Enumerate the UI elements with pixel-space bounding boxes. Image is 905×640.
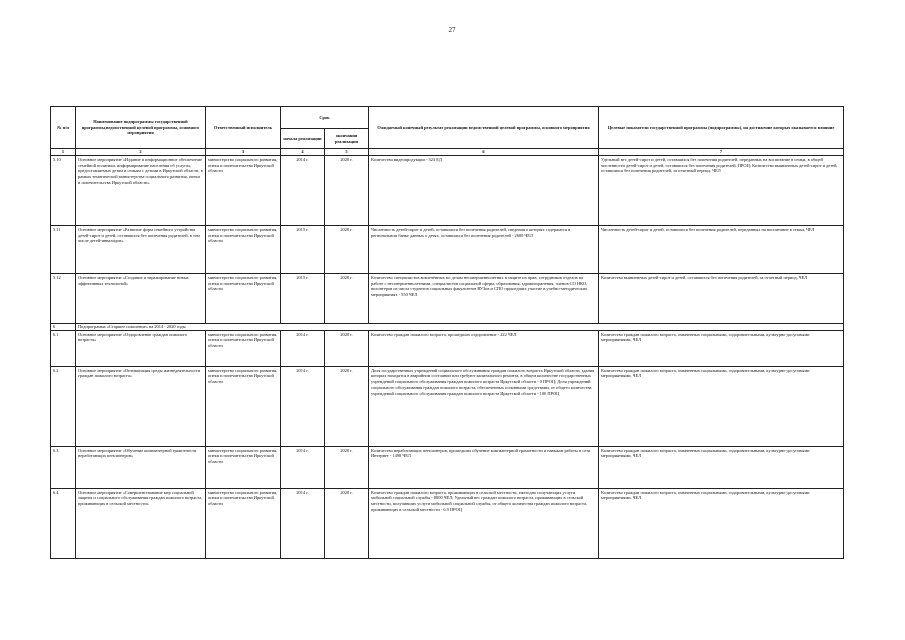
row-end: 2020 г. xyxy=(325,155,369,225)
row-result: Количество граждан пожилого возраста, прошедших оздоровление - 222 ЧЕЛ xyxy=(369,330,599,366)
row-executor: министерство социального развития, опеки и попечительства Иркутской области xyxy=(206,330,281,366)
row-result: Численность детей-сирот и детей, оставшихся без попечения родителей, сведения о которых содержатся в региональном банке данных о детях, оставшихся без попечения родителей - 2600 ЧЕЛ xyxy=(369,225,599,273)
header-executor: Ответственный исполнитель xyxy=(206,107,281,149)
row-end: 2020 г. xyxy=(325,330,369,366)
header-end: окончания реализации xyxy=(325,129,369,149)
header-num: № п/п xyxy=(51,107,76,149)
row-indicators: Численность детей-сирот и детей, оставшихся без попечения родителей, переданных на воспитание в семьи, ЧЕЛ xyxy=(599,225,844,273)
row-name: Основное мероприятие «Издание и информационное обеспечение семейной политики, информирование населения об услугах, предоставляемых детям и семьям с детьми в Иркутской области, в рамках тематической министерства социального развития, опеки и попечительства Иркутской области» xyxy=(76,155,206,225)
row-name: Основное мероприятие «Оптимизация среды жизнедеятельности граждан пожилого возраста» xyxy=(76,366,206,446)
row-indicators: Удельный вес детей-сирот и детей, оставшихся без попечения родителей, переданных на воспитание в семьи, в общей численности детей-сирот и детей, оставшихся без попечения родителей, ПРОЦ; Количество выявленных детей-сирот и детей, оставшихся без попечения родителей, за отчетный период, ЧЕЛ xyxy=(599,155,844,225)
row-name: Основное мероприятие «Создание и тиражирование новых эффективных технологий» xyxy=(76,273,206,323)
row-result: Количество граждан пожилого возраста, проживающих в сельской местности, ежегодно получающих услуги мобильной социальной службы - 8000 ЧЕЛ; Удельный вес граждан пожилого возраста, проживающих в сельской местности, получивших услуги мобильной социальной службы, от общего количества граждан пожилого возраста, проживающих в сельской местности - 6.9 ПРОЦ xyxy=(369,488,599,558)
row-executor: министерство социального развития, опеки и попечительства Иркутской области xyxy=(206,225,281,273)
row-result: Доля государственных учреждений социального обслуживания граждан пожилого возраста Иркутской области, здания которых находятся в аварийном состоянии или требуют капитального ремонта, в общем количестве государственных учреждений социального обслуживания граждан пожилого возраста Иркутской области - 0 ПРОЦ; Доля учреждений социального обслуживания граждан пожилого возраста, обеспеченных основными средствами, от общего количества учреждений социального обслуживания граждан пожилого возраста Иркутской области - 100 ПРОЦ xyxy=(369,366,599,446)
table-row xyxy=(51,155,844,225)
table-row xyxy=(51,225,844,273)
row-start: 2015 г. xyxy=(281,225,325,273)
row-indicators: Количество граждан пожилого возраста, охваченных социальными, оздоровительными, культурно-досуговыми мероприятиями, ЧЕЛ xyxy=(599,446,844,488)
row-start: 2014 г. xyxy=(281,366,325,446)
row-start: 2014 г. xyxy=(281,330,325,366)
table-row xyxy=(51,366,844,446)
row-num: 5.12 xyxy=(51,273,76,323)
header-indicators: Целевые показатели государственной программы (подпрограммы), на достижение которых оказывается влияние xyxy=(599,107,844,149)
column-number: 1 xyxy=(51,149,76,156)
row-indicators: Количество граждан пожилого возраста, охваченных социальными, оздоровительными, культурно-досуговыми мероприятиями, ЧЕЛ xyxy=(599,366,844,446)
row-executor: министерство социального развития, опеки и попечительства Иркутской области xyxy=(206,488,281,558)
column-number: 2 xyxy=(76,149,206,156)
table-row xyxy=(51,446,844,488)
row-indicators: Количество выявленных детей-сирот и детей, оставшихся без попечения родителей, за отчетный период, ЧЕЛ xyxy=(599,273,844,323)
header-start: начала реализации xyxy=(281,129,325,149)
header-result: Ожидаемый конечный результат реализации ведомственной целевой программы, основного мероприятия xyxy=(369,107,599,149)
row-executor: министерство социального развития, опеки и попечительства Иркутской области xyxy=(206,446,281,488)
row-end: 2020 г. xyxy=(325,366,369,446)
column-number: 7 xyxy=(599,149,844,156)
row-indicators: Количество граждан пожилого возраста, охваченных социальными, оздоровительными, культурно-досуговыми мероприятиями, ЧЕЛ xyxy=(599,488,844,558)
row-result: Количество неработающих пенсионеров, прошедших обучение компьютерной грамотности и навыкам работы в сети Интернет - 1498 ЧЕЛ xyxy=(369,446,599,488)
row-num: 5.11 xyxy=(51,225,76,273)
column-number: 6 xyxy=(369,149,599,156)
column-number: 5 xyxy=(325,149,369,156)
row-executor: министерство социального развития, опеки и попечительства Иркутской области xyxy=(206,366,281,446)
row-start: 2014 г. xyxy=(281,488,325,558)
program-table xyxy=(50,106,844,559)
row-indicators: Количество граждан пожилого возраста, охваченных социальными, оздоровительными, культурно-досуговыми мероприятиями, ЧЕЛ xyxy=(599,330,844,366)
row-end: 2020 г. xyxy=(325,488,369,558)
column-number: 3 xyxy=(206,149,281,156)
row-executor: министерство социального развития, опеки и попечительства Иркутской области xyxy=(206,155,281,225)
row-result: Количество видеопродукции - 323 ЕД xyxy=(369,155,599,225)
row-name: Основное мероприятие «Оздоровление граждан пожилого возраста» xyxy=(76,330,206,366)
header-term: Срок xyxy=(281,107,369,129)
row-executor: министерство социального развития, опеки и попечительства Иркутской области xyxy=(206,273,281,323)
row-num: 6.2 xyxy=(51,366,76,446)
section-num: 6 xyxy=(51,323,76,330)
row-result: Количество специалистов вовлечённых по делам несовершеннолетних в защите их прав, сотрудников отделов по работе с несовершеннолетними, специалистов социальной сферы, образования, здравоохранения, членов СО НКО, волонтеров из числа студентов социальных факультетов ВУЗов и СПО прошедших участие в учебно-методических мероприятиях - 550 ЧЕЛ xyxy=(369,273,599,323)
row-name: Основное мероприятие «Развитие форм семейного устройства детей-сирот и детей, оставшихся без попечения родителей, в том числе детей-инвалидов» xyxy=(76,225,206,273)
page-number: 27 xyxy=(448,26,456,34)
row-name: Основное мероприятие «Совершенствование мер социальной защиты и социального обслуживания граждан пожилого возраста, проживающих в сельской местности» xyxy=(76,488,206,558)
row-start: 2015 г. xyxy=(281,273,325,323)
table-row xyxy=(51,330,844,366)
section-row xyxy=(51,323,844,330)
row-name: Основное мероприятие «Обучение компьютерной грамотности неработающих пенсионеров» xyxy=(76,446,206,488)
row-end: 2020 г. xyxy=(325,225,369,273)
row-end: 2020 г. xyxy=(325,446,369,488)
table-row xyxy=(51,273,844,323)
section-title: Подпрограмма «Старшее поколение» на 2014 - 2020 годы xyxy=(76,323,844,330)
row-start: 2014 г. xyxy=(281,446,325,488)
row-num: 5.10 xyxy=(51,155,76,225)
row-num: 6.4 xyxy=(51,488,76,558)
table-row xyxy=(51,488,844,558)
row-start: 2014 г. xyxy=(281,155,325,225)
header-name: Наименование подпрограммы государственной программы,ведомственной целевой программы, основного мероприятия xyxy=(76,107,206,149)
row-num: 6.1 xyxy=(51,330,76,366)
column-number: 4 xyxy=(281,149,325,156)
row-end: 2020 г. xyxy=(325,273,369,323)
row-num: 6.3 xyxy=(51,446,76,488)
